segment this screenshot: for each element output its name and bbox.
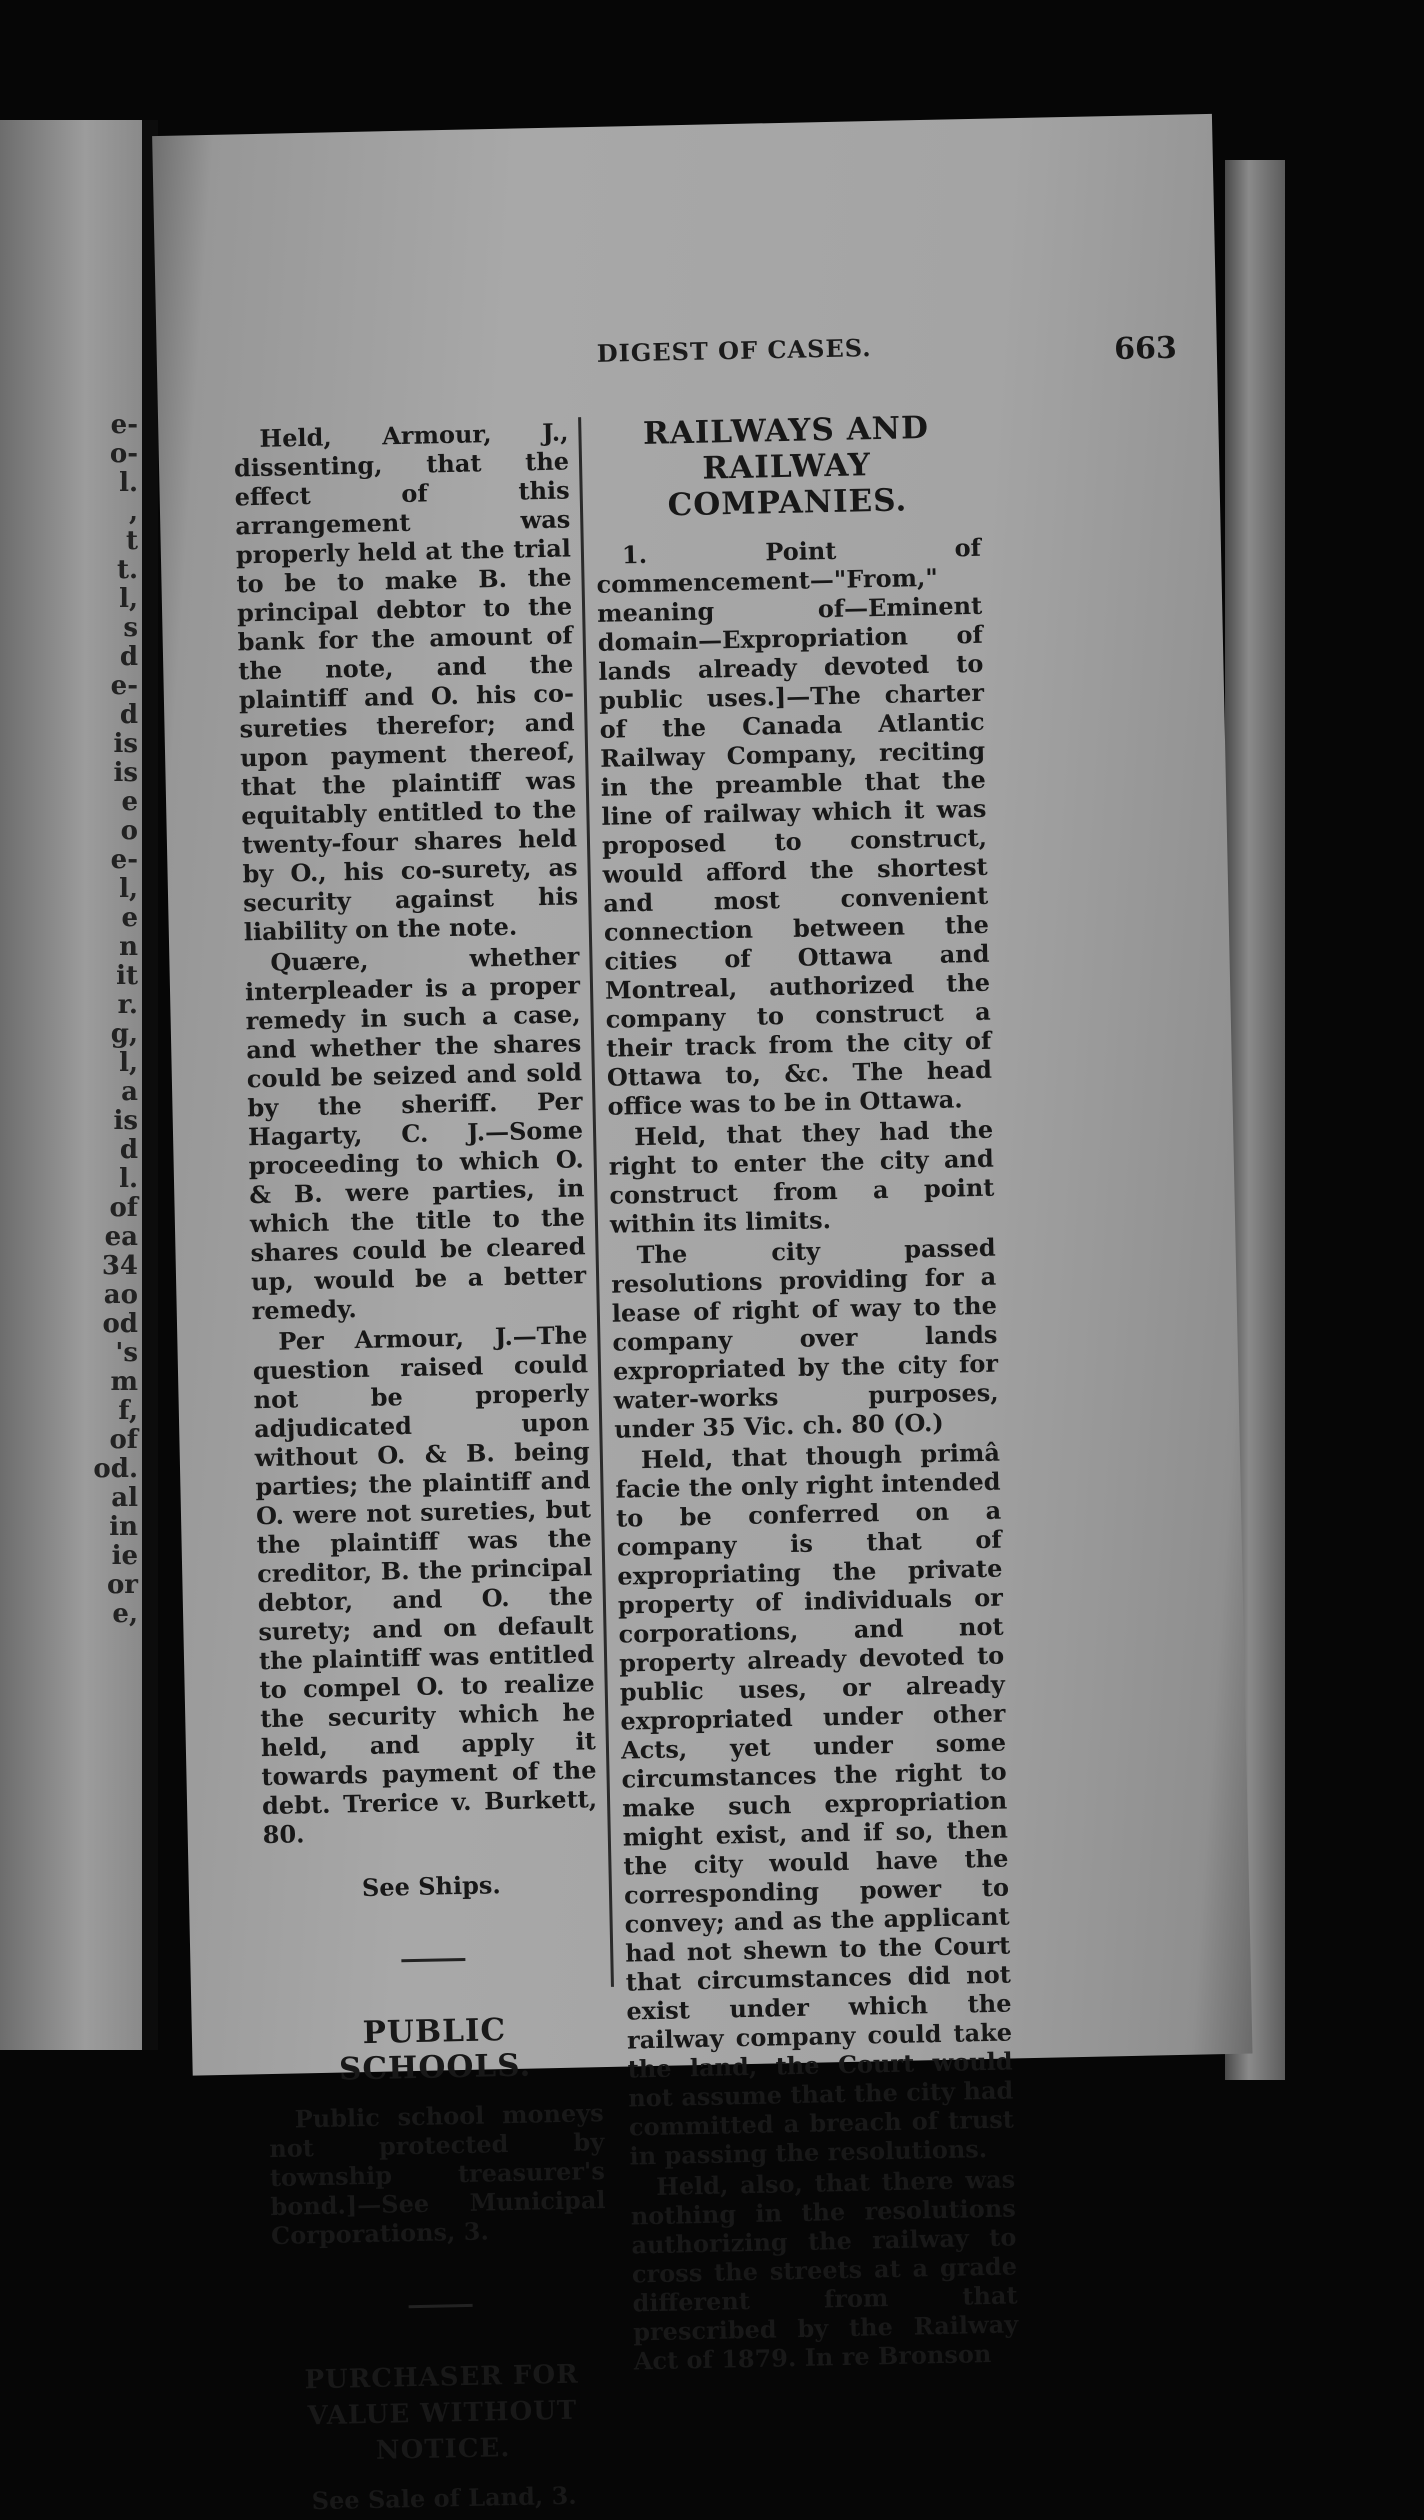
paragraph-held-prima-facie: Held, that though primâ facie the only right intended to be conferred on a company is that of expropriating the private property of individuals or corporations, and not property already devoted to public uses, or already expropriated under other Acts, yet under some circumstances the right to make such expropriation might exist, and if so, then the city would have the corresponding power to convey; and as the applicant had not shewn to the Court that circumstances did not exist under which the railway company could take the land, the Court would not assume that the city had committed a breach of trust in passing the resolutions. xyxy=(615,1437,1015,2171)
left-page-text-fragment: e xyxy=(121,903,138,933)
heading-public-schools: PUBLIC SCHOOLS. xyxy=(338,2012,532,2088)
left-page-text-fragment: of xyxy=(109,1425,138,1455)
left-page-text-fragment: l, xyxy=(119,1048,138,1078)
left-page-text-fragment: in xyxy=(109,1512,138,1542)
left-column xyxy=(233,417,612,2518)
left-page-text-fragment: m xyxy=(110,1367,138,1397)
left-page-text-fragment: e- xyxy=(110,671,138,701)
left-page-text-fragment: ao xyxy=(103,1280,138,1310)
left-page-text-fragment: t. xyxy=(116,555,138,585)
cross-reference-sale-of-land: See Sale of Land, 3. xyxy=(311,2480,577,2516)
left-page-text-fragment: al xyxy=(111,1483,138,1513)
left-page-text-fragment: of xyxy=(109,1193,138,1223)
left-page-text-fragment: g, xyxy=(110,1019,138,1049)
left-page-text-fragment: is xyxy=(113,1106,138,1136)
book-page xyxy=(152,114,1252,2516)
paragraph-city-resolutions: The city passed resolutions providing for a lease of right of way to the company over lands expropriated by the city for water-works purposes, under 35 Vic. ch. 80 (O.) xyxy=(610,1232,999,1444)
section-divider xyxy=(408,2304,472,2308)
left-page-text-fragment: f, xyxy=(118,1396,138,1426)
page-number: 663 xyxy=(1113,330,1178,367)
paragraph-held-armour: Held, Armour, J., dissenting, that the effect of this arrangement was properly held at the trial to be to make B. the principal debtor to the bank for the amount of the note, and the plaintiff and O. his co-sureties therefor; and upon payment thereof, that the plaintiff was equitably entitled to the twenty-four shares held by O., his co-surety, as security against his liability on the note. xyxy=(233,417,579,947)
paragraph-held-also: Held, also, that there was nothing in the resolutions authorizing the railway to cross the streets at a grade different from that prescribed by the Railway Act of 1879. In re Bronson xyxy=(630,2164,1019,2376)
left-page-text-fragment: l, xyxy=(119,874,138,904)
left-page-text-fragment: or xyxy=(106,1570,138,1600)
left-page-text-fragment: e- xyxy=(110,845,138,875)
left-page-text-fragment: ie xyxy=(111,1541,138,1571)
heading-railways: RAILWAYS AND RAILWAY COMPANIES. xyxy=(642,409,930,524)
cross-reference-ships: See Ships. xyxy=(361,1870,502,1903)
left-page-text-fragment: ea xyxy=(104,1222,138,1252)
left-page-text-fragment: n xyxy=(119,932,138,962)
left-page-text-fragment: is xyxy=(113,729,138,759)
right-column xyxy=(593,409,1019,2378)
heading-purchaser: PURCHASER FOR VALUE WITHOUT NOTICE. xyxy=(304,2359,580,2466)
paragraph-per-armour: Per Armour, J.—The question raised could not be properly adjudicated upon without O. & B. being parties; the plaintiff and O. were not sureties, but the plaintiff was the creditor, B. the principal debtor, and O. the surety; and on default the plaintiff was entitled to compel O. to realize the security which he held, and apply it towards payment of the debt. Trerice v. Burkett, 80. xyxy=(252,1320,598,1850)
left-page-text-fragment: 's xyxy=(115,1338,138,1368)
book-gutter xyxy=(142,120,158,2050)
left-page-text-fragment: e- xyxy=(110,410,138,440)
left-page-text-fragment: d xyxy=(119,1135,138,1165)
left-page-text-fragment: o xyxy=(120,816,138,846)
left-page-text-fragment: it xyxy=(116,961,138,991)
left-page-text-fragment: e xyxy=(121,787,138,817)
running-head: DIGEST OF CASES. xyxy=(596,333,872,368)
left-page-text-fragment: o- xyxy=(109,439,138,469)
left-page-text-fragment: is xyxy=(113,758,138,788)
left-page-edge xyxy=(0,120,142,2050)
left-page-text-fragment: od xyxy=(102,1309,138,1339)
page-header xyxy=(157,326,1198,398)
section-divider xyxy=(401,1958,465,1962)
left-page-text-fragment: , xyxy=(128,497,138,527)
left-page-text-fragment: d xyxy=(119,700,138,730)
paragraph-held-right-to-enter: Held, that they had the right to enter the city and construct from a point within its limits. xyxy=(608,1114,995,1239)
left-page-text-fragment: l. xyxy=(119,1164,138,1194)
left-page-text-fragment: 34 xyxy=(101,1251,138,1281)
left-page-text-fragment: s xyxy=(123,613,138,643)
left-page-text-fragment: l. xyxy=(119,468,138,498)
paragraph-quaere: Quære, whether interpleader is a proper remedy in such a case, and whether the shares could be seized and sold by the sheriff. Per Hagarty, C. J.—Some proceeding to which O. & B. were parties, in which the title to the shares could be cleared up, would be a better remedy. xyxy=(244,941,587,1326)
left-page-text-fragment: r. xyxy=(117,990,138,1020)
paragraph-public-schools: Public school moneys not protected by township treasurer's bond.]—See Municipal Corporations, 3. xyxy=(268,2098,606,2251)
left-page-text-fragment: e, xyxy=(112,1599,138,1629)
paragraph-point-of-commencement: 1. Point of commencement—"From," meaning of—Eminent domain—Expropriation of lands already devoted to public uses.]—The charter of the Canada Atlantic Railway Company, reciting in the preamble that the line of railway which it was proposed to construct, would afford the shortest and most convenient connection between the cities of Ottawa and Montreal, authorized the company to construct a their track from the city of Ottawa to, &c. The head office was to be in Ottawa. xyxy=(596,532,993,1121)
left-page-text-fragment: l, xyxy=(119,584,138,614)
left-page-text-fragment: t xyxy=(125,526,138,556)
left-page-text-fragment: od. xyxy=(93,1454,138,1484)
left-page-text-fragment: d xyxy=(119,642,138,672)
left-page-text-fragment: a xyxy=(121,1077,138,1107)
